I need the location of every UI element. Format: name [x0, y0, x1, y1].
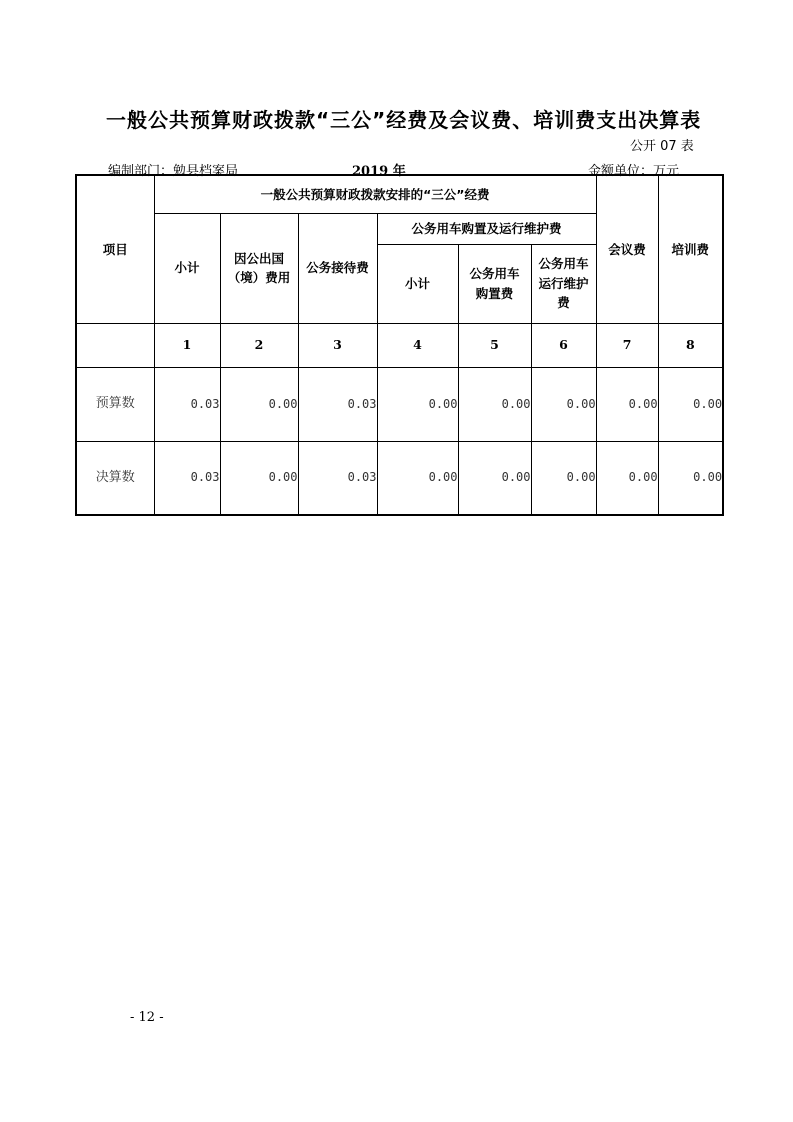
table-cell: 0.00 — [531, 367, 596, 441]
unit-label: 金额单位：万元 — [588, 164, 680, 179]
row-label-actual: 决算数 — [76, 441, 154, 515]
table-cell: 0.00 — [220, 367, 298, 441]
table-cell: 0.00 — [596, 367, 658, 441]
col-number: 4 — [377, 323, 458, 367]
header-reception: 公务接待费 — [298, 213, 377, 323]
col-number: 2 — [220, 323, 298, 367]
expenditure-table — [75, 174, 724, 516]
col-number: 7 — [596, 323, 658, 367]
header-meeting: 会议费 — [596, 175, 658, 323]
row-label-budget: 预算数 — [76, 367, 154, 441]
department-label: 编制部门：勉县档案局 — [108, 164, 239, 179]
header-subtotal: 小计 — [154, 213, 220, 323]
table-cell: 0.00 — [220, 441, 298, 515]
table-cell: 0.00 — [377, 441, 458, 515]
page-title: 一般公共预算财政拨款“三公”经费及会议费、培训费支出决算表 — [106, 108, 702, 132]
col-number: 8 — [658, 323, 723, 367]
header-number-blank — [76, 323, 154, 367]
col-number: 3 — [298, 323, 377, 367]
header-vehicle-subtotal: 小计 — [377, 244, 458, 323]
form-code: 公开 07 表 — [630, 139, 694, 154]
col-number: 5 — [458, 323, 531, 367]
table-cell: 0.03 — [154, 367, 220, 441]
header-abroad: 因公出国（境）费用 — [220, 213, 298, 323]
header-group-sangong: 一般公共预算财政拨款安排的“三公”经费 — [154, 175, 596, 213]
col-number: 1 — [154, 323, 220, 367]
table-cell: 0.03 — [298, 367, 377, 441]
table-row — [76, 441, 723, 515]
page-number: - 12 - — [130, 1010, 164, 1025]
table-cell: 0.00 — [658, 441, 723, 515]
table-cell: 0.00 — [531, 441, 596, 515]
year-label: 2019 年 — [352, 164, 406, 179]
header-vehicle-purchase: 公务用车购置费 — [458, 244, 531, 323]
table-cell: 0.00 — [377, 367, 458, 441]
table-cell: 0.03 — [154, 441, 220, 515]
table-cell: 0.00 — [458, 441, 531, 515]
header-group-vehicle: 公务用车购置及运行维护费 — [377, 213, 596, 244]
col-number: 6 — [531, 323, 596, 367]
header-item: 项目 — [76, 175, 154, 323]
table-row — [76, 367, 723, 441]
header-training: 培训费 — [658, 175, 723, 323]
table-cell: 0.00 — [458, 367, 531, 441]
header-vehicle-maint: 公务用车运行维护费 — [531, 244, 596, 323]
table-cell: 0.03 — [298, 441, 377, 515]
table-cell: 0.00 — [658, 367, 723, 441]
table-cell: 0.00 — [596, 441, 658, 515]
